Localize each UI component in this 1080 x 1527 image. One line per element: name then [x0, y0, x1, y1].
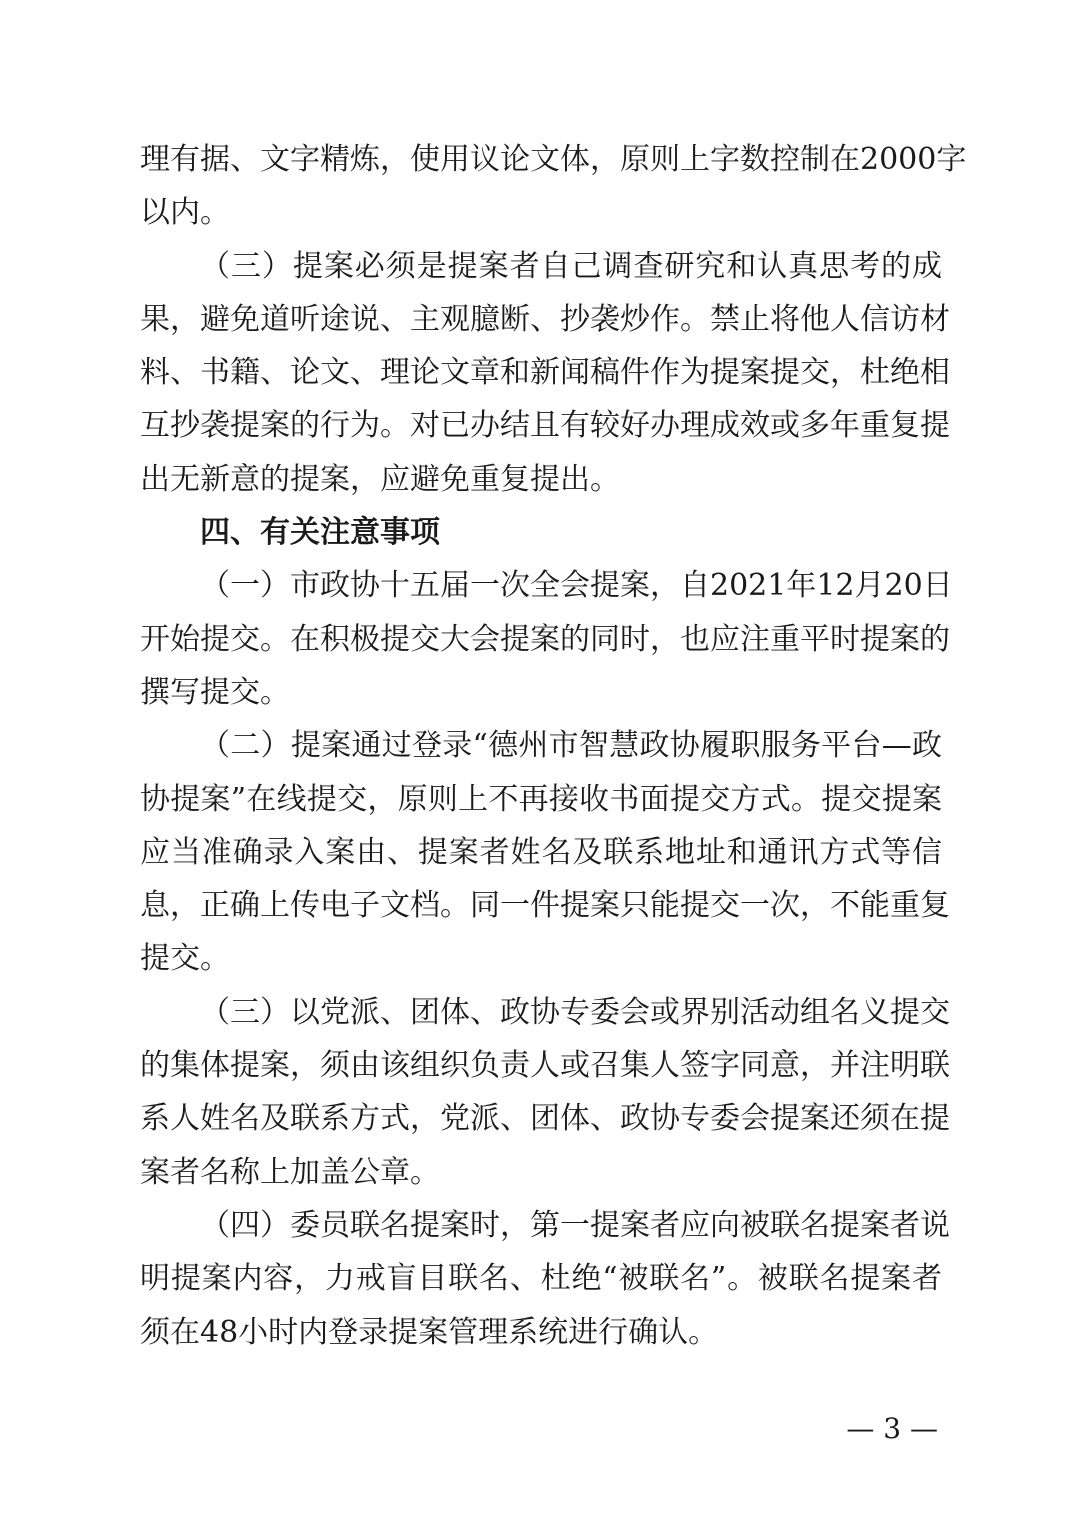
text-line: 开始提交。在积极提交大会提案的同时，也应注重平时提案的	[140, 621, 950, 657]
text-line: 互抄袭提案的行为。对已办结且有较好办理成效或多年重复提	[140, 408, 950, 444]
text-line: 协提案”在线提交，原则上不再接收书面提交方式。提交提案	[140, 781, 942, 817]
text-line: 系人姓名及联系方式，党派、团体、政协专委会提案还须在提	[140, 1101, 950, 1137]
text-line: 理有据、文字精炼，使用议论文体，原则上字数控制在2000字	[140, 142, 967, 177]
text-line: 的集体提案，须由该组织负责人或召集人签字同意，并注明联	[140, 1048, 950, 1084]
text-line: 撰写提交。	[140, 674, 290, 710]
text-line: 料、书籍、论文、理论文章和新闻稿件作为提案提交，杜绝相	[140, 355, 950, 391]
text-line: 出无新意的提案，应避免重复提出。	[140, 461, 620, 497]
text-line: 须在48小时内登录提案管理系统进行确认。	[140, 1314, 719, 1350]
text-line: （三）以党派、团体、政协专委会或界别活动组名义提交	[200, 994, 950, 1030]
text-line: （一）市政协十五届一次全会提案，自2021年12月20日	[200, 568, 953, 604]
text-line: （二）提案通过登录“德州市智慧政协履职服务平台—政	[200, 728, 942, 764]
text-line: 果，避免道听途说、主观臆断、抄袭炒作。禁止将他人信访材	[140, 301, 950, 337]
document-body	[140, 133, 967, 1359]
text-line: 息，正确上传电子文档。同一件提案只能提交一次，不能重复	[140, 888, 950, 924]
text-line: （四）委员联名提案时，第一提案者应向被联名提案者说	[200, 1207, 950, 1243]
text-line: 以内。	[140, 195, 230, 231]
text-line: （三）提案必须是提案者自己调查研究和认真思考的成	[200, 248, 942, 284]
page-number: — 3 —	[846, 1412, 938, 1445]
text-line: 应当准确录入案由、提案者姓名及联系地址和通讯方式等信	[140, 834, 942, 870]
section-heading: 四、有关注意事项	[200, 515, 440, 551]
text-line: 案者名称上加盖公章。	[140, 1154, 440, 1190]
text-line: 明提案内容，力戒盲目联名、杜绝“被联名”。被联名提案者	[140, 1261, 942, 1297]
text-line: 提交。	[140, 941, 230, 977]
